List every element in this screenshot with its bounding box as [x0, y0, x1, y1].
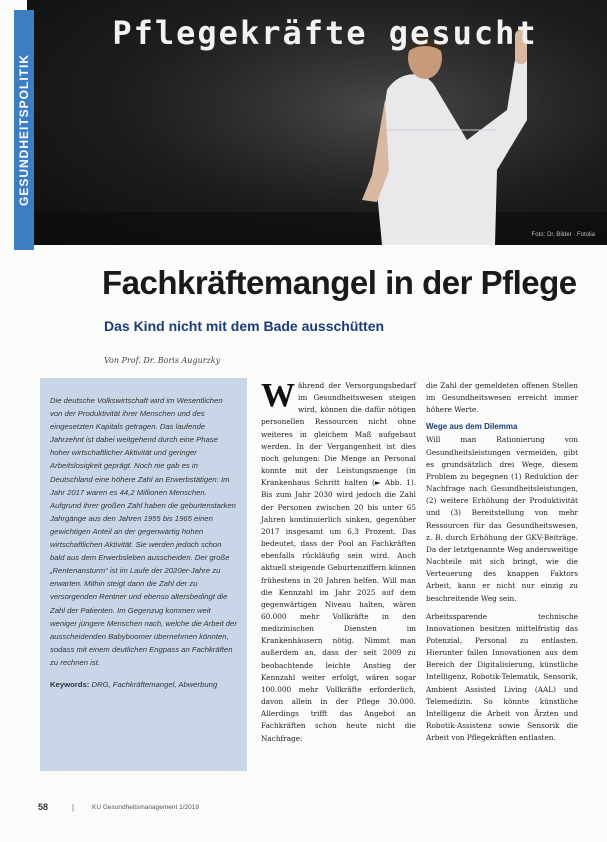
body-column-middle	[261, 377, 416, 745]
body-paragraph-3: Will man Rationierung von Gesundheitsleistungen vermeiden, gibt es grundsätzlich drei Wege, diesem Problem zu begegnen (1) Reduktion der Nachfrage nach Gesundheitsleistungen, (2) weitere Erhöhung der Produktivität und (3) Bereitstellung von mehr Ressourcen für das Gesundheitswesen, z. B. durch Erhöhung der GKV-Beiträge. Da der letztgenannte Weg andersweitige Nachteile mit sich bringt, wie die Verteuerung des knappen Faktors Arbeit, kann er nicht nur einzig zu beschreitende Weg sein.	[426, 435, 578, 603]
section-label: GESUNDHEITSPOLITIK	[17, 54, 31, 207]
photo-credit: Foto: Dr. Bilder · Fotolia	[531, 232, 595, 238]
footer-separator: |	[72, 803, 75, 812]
hero-title: Pflegekräfte gesucht	[112, 14, 538, 52]
article-byline: Von Prof. Dr. Boris Augurzky	[104, 356, 221, 365]
abstract-text: Die deutsche Volkswirtschaft wird im Wesentlichen von der Produktivität ihrer Menschen und des eingesetzten Kapitals getragen. Das laufende Jahrzehnt ist dabei weitgehend durch eine Phase hoher wirtschaftlicher Aktivität und geringer Arbeitslosigkeit geprägt. Noch nie gab es in Deutschland eine höhere Zahl an Erwerbstätigen: Im Jahr 2017 waren es 44,2 Millionen Menschen. Aufgrund ihrer großen Zahl haben die geburtenstarken Jahrgänge aus den Jahren 1955 bis 1965 einen gewichtigen Anteil an der gegenwärtig hohen wirtschaftlichen Aktivität. Sie werden jedoch schon bald aus dem Erwerbsleben ausscheiden. Der große „Rentenansturm“ ist im Laufe der 2020er-Jahre zu erwarten. Mithin steigt dann die Zahl der zu versorgenden Rentner und ebenso altersbedingt die Zahl der Patienten. Im Gegenzug kommen weit weniger jüngere Menschen nach, welche die Arbeit der ausscheidenden Babyboomer übernehmen könnten, sodass mit einem deutlichen Engpass an Fachkräften zu rechnen ist.	[50, 396, 237, 667]
body-column-right	[426, 380, 578, 744]
keywords-label: Keywords:	[50, 679, 90, 689]
drop-cap: W	[261, 377, 295, 414]
hero-image	[27, 0, 607, 245]
body-paragraph-4: Arbeitssparende technische Innovationen besitzen mittelfristig das Potenzial, Personal zu entlasten. Hierunter fallen Innovationen aus dem Bereich der Digitalisierung, künstliche Intelligenz, Robotik-Telematik, Sensorik, Ambient Assisted Living (AAL) und Telemedizin. So könnte künstliche Intelligenz die Arbeit von Ärzten und Robotik-Assistenz sowie Sensorik die Arbeit von Pflegekräften entlasten.	[426, 611, 578, 743]
keywords	[50, 678, 237, 691]
body-paragraph-2: die Zahl der gemeldeten offenen Stellen im Gesundheitswesen erreicht immer höhere Werte.	[426, 381, 578, 415]
keywords-value: DRG, Fachkräftemangel, Abwerbung	[91, 679, 218, 689]
abstract-box	[40, 378, 247, 771]
page-number: 58	[38, 802, 49, 812]
article-headline: Fachkräftemangel in der Pflege	[102, 264, 577, 301]
body-paragraph-1: ährend der Versorgungsbedarf im Gesundheitswesen steigen wird, können die dafür nötigen personellen Ressourcen nicht ohne weiteres in gleichem Maß aufgebaut werden. In der Vergangenheit ist dies noch gelungen: Die Menge an Personal konnte mit der Leistungsmenge (in Krankenhaus Schritt halten (► Abb. 1). Bis zum Jahr 2030 wird jedoch die Zahl der Personen zwischen 20 bis unter 65 Jahren kontinuierlich sinken, gegenüber 2017 insgesamt um 6,3 Prozent. Das bedeutet, dass der Pool an Fachkräften ebenfalls rückläufig sein wird. Auch aktuell steigende Geburtenziffern können frühestens in 20 Jahren helfen. Will man die Kennzahl im Jahr 2025 auf dem gegenwärtigen Niveau halten, wären 60.000 mehr Vollkräfte in den medizinischen Diensten im Krankenhäusern nötig. Nimmt man außerdem an, dass der seit 2009 zu beobachtende leichte Anstieg der Kennzahl weiter erfolgt, wären sogar 100.000 mehr Vollkräfte erforderlich, davon allein in der Pflege 30.000. Allerdings trifft das Angebot an Fachkräften schon heute nicht die Nachfrage:	[261, 381, 416, 743]
article-subheadline: Das Kind nicht mit dem Bade ausschütten	[104, 318, 385, 334]
journal-name: KU Gesundheitsmanagement 1/2019	[92, 804, 199, 811]
section-heading: Wege aus dem Dilemma	[426, 422, 518, 432]
